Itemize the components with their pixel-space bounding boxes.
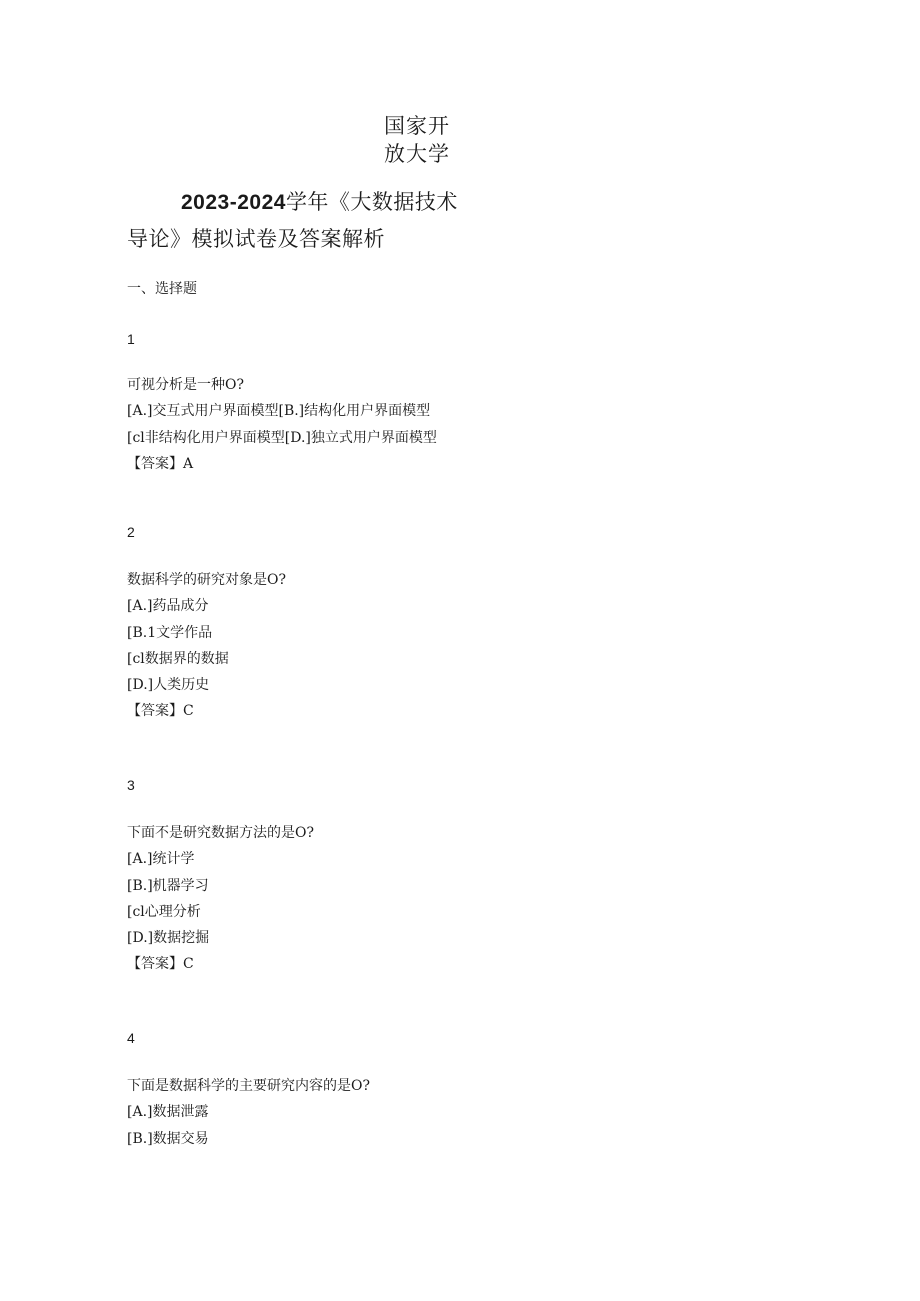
institution-name-line2: 放大学	[384, 142, 450, 166]
institution-name	[384, 112, 464, 168]
question-number: 2	[127, 524, 135, 540]
question-stem: 下面不是研究数据方法的是O?	[127, 825, 314, 841]
question-option: [A.]数据泄露	[127, 1104, 209, 1121]
section-heading: 一、选择题	[127, 281, 197, 297]
question-option: [cl非结构化用户界面模型[D.]独立式用户界面模型	[127, 429, 437, 446]
question-block	[127, 1076, 727, 1155]
question-option: [A.]交互式用户界面模型[B.]结构化用户界面模型	[127, 403, 431, 420]
document-title	[127, 188, 459, 253]
question-stem: 数据科学的研究对象是O?	[127, 572, 286, 588]
question-option: [cl心理分析	[127, 903, 201, 920]
question-option: [cl数据界的数据	[127, 650, 229, 667]
institution-name-line1: 国家开	[384, 114, 450, 138]
question-option: [B.1文学作品	[127, 624, 213, 641]
question-option: [B.]数据交易	[127, 1130, 209, 1147]
question-block	[127, 375, 727, 480]
question-stem: 下面是数据科学的主要研究内容的是O?	[127, 1078, 370, 1094]
document-title-line1-text: 学年《大数据技术	[285, 190, 458, 214]
question-block	[127, 823, 727, 981]
question-option: [B.]机器学习	[127, 877, 209, 894]
question-number: 3	[127, 777, 135, 793]
question-number: 1	[127, 331, 135, 347]
question-option: [D.]人类历史	[127, 677, 210, 694]
question-number: 4	[127, 1030, 135, 1046]
question-answer: 【答案】A	[127, 455, 194, 472]
question-option: [D.]数据挖掘	[127, 930, 210, 947]
question-answer: 【答案】C	[127, 956, 194, 973]
question-stem: 可视分析是一种O?	[127, 377, 244, 393]
document-title-line1	[127, 188, 459, 217]
document-title-line2: 导论》模拟试卷及答案解析	[127, 227, 385, 251]
question-option: [A.]药品成分	[127, 598, 209, 615]
question-block	[127, 570, 727, 728]
question-option: [A.]统计学	[127, 851, 195, 868]
question-answer: 【答案】C	[127, 703, 194, 720]
document-title-year: 2023-2024	[181, 191, 286, 214]
